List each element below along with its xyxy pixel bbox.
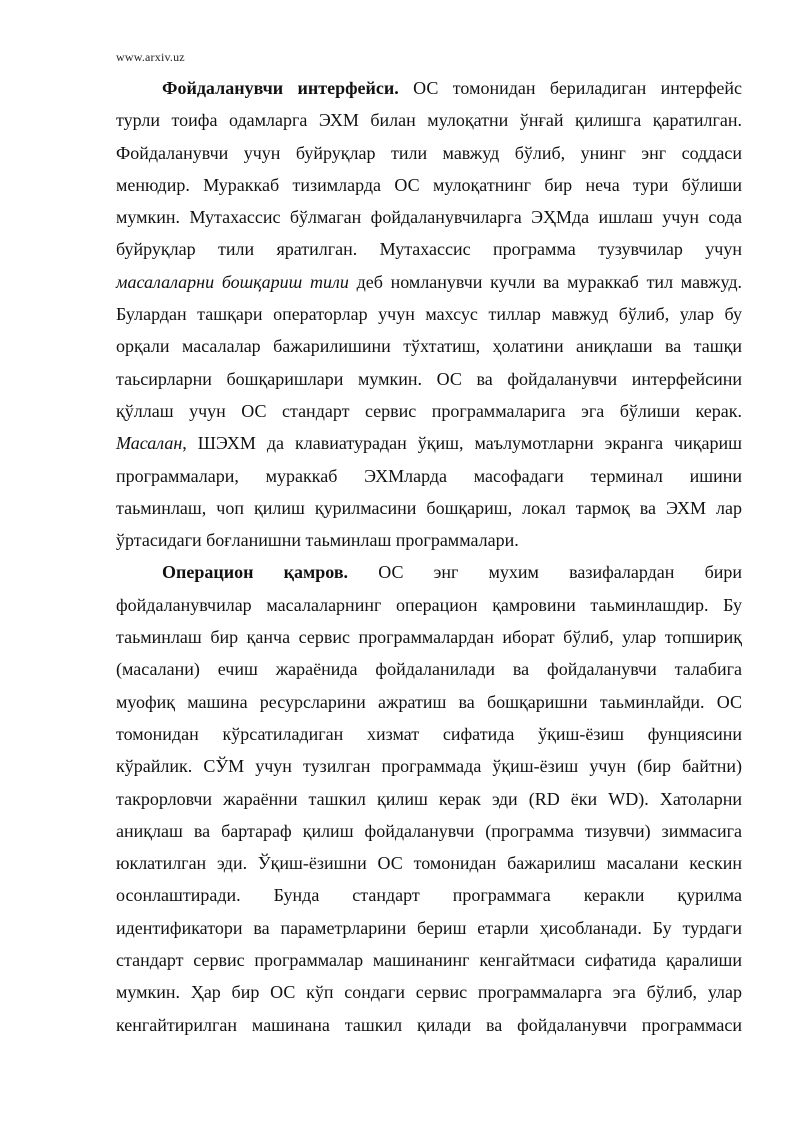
text-line: муофиқ машина ресурсларини ажратиш ва бошқаришни таьминлайди. ОС bbox=[116, 691, 742, 712]
text-line: Булардан ташқари операторлар учун махсус тиллар мавжуд бўлиб, улар бу bbox=[116, 304, 742, 325]
text-line: орқали масалалар бажарилишини тўхтатиш, ҳолатини аниқлаши ва ташқи bbox=[116, 336, 742, 357]
text-line: менюдир. Мураккаб тизимларда ОС мулоқатнинг бир неча тури бўлиши bbox=[116, 174, 742, 195]
text-line: кўрайлик. СЎМ учун тузилган программада ўқиш-ёзиш учун (бир байтни) bbox=[116, 756, 742, 777]
text-line bbox=[116, 266, 742, 298]
text-line: кенгайтирилган машинана ташкил қилади ва фойдаланувчи программаси bbox=[116, 1014, 742, 1035]
text-line: таьминлаш бир қанча сервис программалардан иборат бўлиб, улар топшириқ bbox=[116, 627, 742, 648]
text-line: мумкин. Мутахассис бўлмаган фойдаланувчиларга ЭҲМда ишлаш учун сода bbox=[116, 207, 742, 228]
text-line: Фойдаланувчи учун буйруқлар тили мавжуд бўлиб, унинг энг соддаси bbox=[116, 142, 742, 163]
text-line: аниқлаш ва бартараф қилиш фойдаланувчи (программа тизувчи) зиммасига bbox=[116, 820, 742, 841]
text-run: деб номланувчи кучли ва мураккаб тил мавжуд. bbox=[348, 271, 742, 292]
text-line: юклатилган эди. Ўқиш-ёзишни ОС томонидан бажарилиш масалани кескин bbox=[116, 853, 742, 874]
section-heading-operational-coverage: Операцион қамров. bbox=[162, 562, 349, 583]
text-line: фойдаланувчилар масалаларнинг операцион қамровини таьминлашдир. Бу bbox=[116, 594, 742, 615]
text-run: ОС энг мухим вазифалардан бири bbox=[348, 562, 742, 583]
text-line: томонидан кўрсатиладиган хизмат сифатида ўқиш-ёзиш фунциясини bbox=[116, 723, 742, 744]
text-line: такрорловчи жараённи ташкил қилиш керак эди (RD ёки WD). Хатоларни bbox=[116, 788, 742, 809]
text-line: идентификатори ва параметрларини бериш етарли ҳисобланади. Бу турдаги bbox=[116, 917, 742, 938]
section-heading-user-interface: Фойдаланувчи интерфейси. bbox=[162, 78, 399, 98]
text-line: осонлаштиради. Бунда стандарт программага керакли қурилма bbox=[116, 885, 742, 906]
paragraph-user-interface bbox=[116, 72, 742, 556]
text-line bbox=[116, 556, 742, 588]
text-line: стандарт сервис программалар машинанинг кенгайтмаси сифатида қаралиши bbox=[116, 950, 742, 971]
text-run: , ШЭХМ да клавиатурадан ўқиш, маълумотларни экранга чиқариш bbox=[182, 433, 742, 454]
text-line: мумкин. Ҳар бир ОС кўп сондаги сервис программаларга эга бўлиб, улар bbox=[116, 982, 742, 1003]
text-line: (масалани) ечиш жараёнида фойдаланилади ва фойдаланувчи талабига bbox=[116, 659, 742, 680]
text-run: ОС томонидан бериладиган интерфейс bbox=[398, 78, 742, 98]
paragraph-operational-coverage bbox=[116, 556, 742, 1040]
text-line: программалари, мураккаб ЭХМларда масофадаги терминал ишини bbox=[116, 465, 742, 486]
text-line: ўртасидаги боғланишни таьминлаш программалари. bbox=[116, 530, 519, 551]
body-text bbox=[116, 72, 742, 1041]
text-line: буйруқлар тили яратилган. Мутахассис программа тузувчилар учун bbox=[116, 239, 742, 260]
text-line bbox=[116, 427, 742, 459]
text-line bbox=[116, 72, 742, 104]
text-line: таьминлаш, чоп қилиш қурилмасини бошқариш, локал тармоқ ва ЭХМ лар bbox=[116, 497, 742, 518]
italic-term: масалаларни бошқариш тили bbox=[116, 271, 349, 292]
text-line: турли тоифа одамларга ЭХМ билан мулоқатни ўнғай қилишга қаратилган. bbox=[116, 110, 742, 131]
text-line: таьсирларни бошқаришлари мумкин. ОС ва фойдаланувчи интерфейсини bbox=[116, 368, 742, 389]
italic-term: Масалан bbox=[116, 433, 183, 454]
header-url: www.arxiv.uz bbox=[116, 50, 185, 64]
text-line: қўллаш учун ОС стандарт сервис программаларига эга бўлиши керак. bbox=[116, 400, 742, 421]
